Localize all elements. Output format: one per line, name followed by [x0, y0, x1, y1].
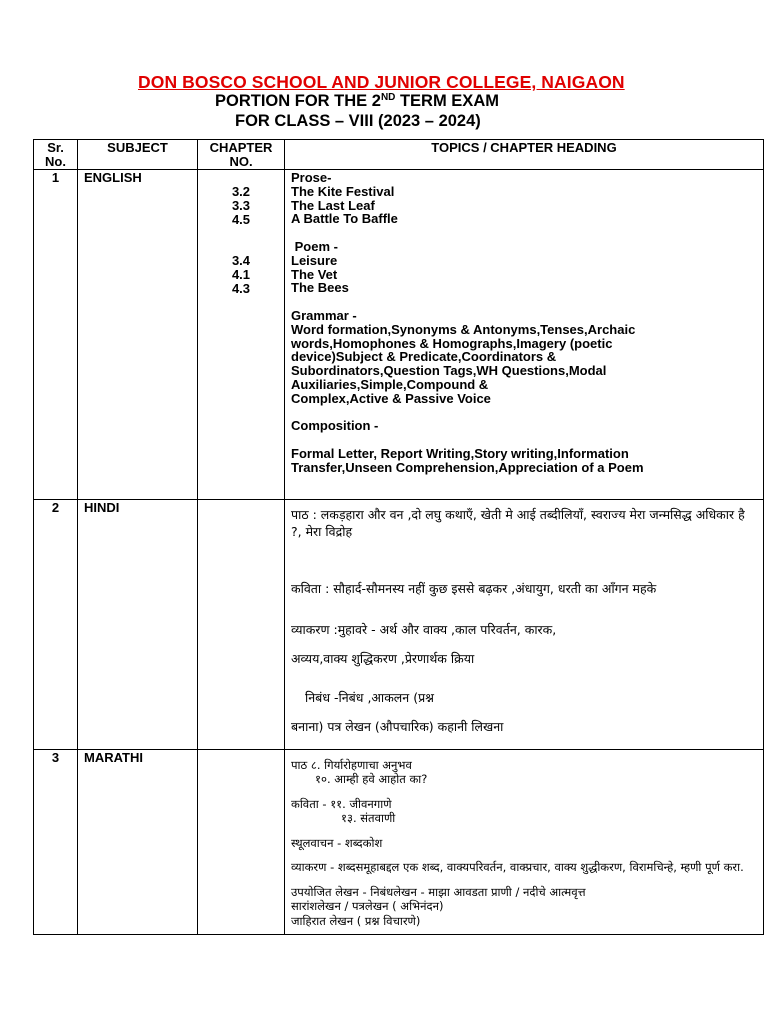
topics-cell-marathi: [285, 749, 764, 935]
topic-line: The Bees: [291, 280, 349, 296]
header-subject: SUBJECT: [78, 140, 198, 170]
marathi-vyakaran: व्याकरण - शब्दसमूहाबद्दल एक शब्द, वाक्यपरिवर्तन, वाक्प्रचार, वाक्य शुद्धीकरण, विरामचिन्हे, म्हणी पूर्ण करा.: [291, 860, 744, 875]
portion-title-suffix: TERM EXAM: [395, 92, 499, 110]
topic-line: Complex,Active & Passive Voice: [291, 390, 491, 406]
hindi-vyakaran-2: अव्यय,वाक्य शुद्धिकरण ,प्रेरणार्थक क्रिया: [291, 650, 475, 666]
topics-cell-hindi: [285, 499, 764, 749]
chapter-number: 3.3: [231, 197, 251, 213]
chapter-number: 4.5: [231, 211, 251, 227]
topic-line: Prose-: [291, 170, 332, 185]
hindi-vyakaran-1: व्याकरण :मुहावरे - अर्थ और वाक्य ,काल परिवर्तन, कारक,: [291, 621, 557, 637]
table-header-row: [34, 140, 764, 170]
chapter-number: 3.4: [231, 252, 251, 268]
chapter-cell-empty: [198, 749, 285, 935]
marathi-kavita-1: कविता - ११. जीवनगाणे: [291, 796, 392, 811]
marathi-sthulvachan: स्थूलवाचन - शब्दकोश: [291, 835, 383, 850]
portion-title: [215, 92, 499, 111]
table-row-marathi: [34, 749, 764, 935]
topic-line: Poem -: [291, 238, 338, 254]
topic-line: Subordinators,Question Tags,WH Questions,Modal: [291, 363, 607, 379]
header-chapter-no: CHAPTER NO.: [198, 140, 285, 170]
portion-table: [33, 139, 764, 935]
topic-line: device)Subject & Predicate,Coordinators &: [291, 349, 557, 365]
chapter-list: [198, 170, 285, 500]
hindi-kavita: कविता : सौहार्द-सौमनस्य नहीं कुछ इससे बढ़कर ,अंधायुग, धरती का आँगन महके: [291, 580, 657, 596]
chapter-number: 4.1: [231, 266, 251, 282]
marathi-path-1: पाठ ८. गिर्यारोहणाचा अनुभव: [291, 757, 412, 772]
portion-title-sup: ND: [380, 92, 396, 103]
topic-line: Formal Letter, Report Writing,Story writing,Information: [291, 445, 629, 461]
hindi-path: पाठ : लकड़हारा और वन ,दो लघु कथाएँ, खेती मे आई तब्दीलियाँ, स्वराज्य मेरा जन्मसिद्ध अधिकार है ?, मेरा विद्रोह: [291, 506, 745, 539]
sr-no-cell: 1: [34, 170, 78, 500]
topic-line: Grammar -: [291, 307, 357, 323]
marathi-upyojit-1: उपयोजित लेखन - निबंधलेखन - माझा आवडता प्राणी / नदीचे आत्मवृत्त: [291, 884, 586, 899]
table-row-hindi: [34, 499, 764, 749]
marathi-upyojit-3: जाहिरात लेखन ( प्रश्न विचारणे): [291, 913, 421, 928]
subject-cell: HINDI: [78, 499, 198, 749]
subject-cell: ENGLISH: [78, 170, 198, 500]
topic-line: The Kite Festival: [291, 183, 395, 199]
topic-line: words,Homophones & Homographs,Imagery (poetic: [291, 335, 613, 351]
topic-line: Composition -: [291, 418, 379, 434]
marathi-kavita-2: १३. संतवाणी: [341, 811, 396, 826]
sr-no-cell: 2: [34, 499, 78, 749]
marathi-upyojit-2: सारांशलेखन / पत्रलेखन ( अभिनंदन): [291, 899, 444, 914]
topic-line: Auxiliaries,Simple,Compound &: [291, 376, 489, 392]
chapter-cell-empty: [198, 499, 285, 749]
school-name: DON BOSCO SCHOOL AND JUNIOR COLLEGE, NAIGAON: [138, 72, 625, 92]
hindi-patra: बनाना) पत्र लेखन (औपचारिक) कहानी लिखना: [291, 718, 504, 734]
chapter-number: 3.2: [231, 184, 251, 199]
topic-line: Leisure: [291, 252, 338, 268]
hindi-nibandh: निबंध -निबंध ,आकलन (प्रश्न: [305, 689, 435, 705]
header-sr-no: Sr. No.: [34, 140, 78, 170]
chapter-number: 4.3: [231, 280, 251, 296]
subject-cell: MARATHI: [78, 749, 198, 935]
topic-line: The Vet: [291, 266, 338, 282]
header-topics: TOPICS / CHAPTER HEADING: [285, 140, 764, 170]
topics-cell-english: [285, 170, 764, 500]
sr-no-cell: 3: [34, 749, 78, 935]
portion-title-prefix: PORTION FOR THE 2: [215, 92, 381, 110]
class-title: FOR CLASS – VIII (2023 – 2024): [235, 112, 481, 130]
topic-line: Word formation,Synonyms & Antonyms,Tenses,Archaic: [291, 321, 636, 337]
table-row-english: [34, 170, 764, 500]
marathi-path-2: १०. आम्ही हवे आहोत का?: [315, 772, 428, 787]
topic-line: The Last Leaf: [291, 197, 375, 213]
topic-line: Transfer,Unseen Comprehension,Appreciation of a Poem: [291, 459, 644, 475]
topic-line: A Battle To Baffle: [291, 211, 398, 227]
